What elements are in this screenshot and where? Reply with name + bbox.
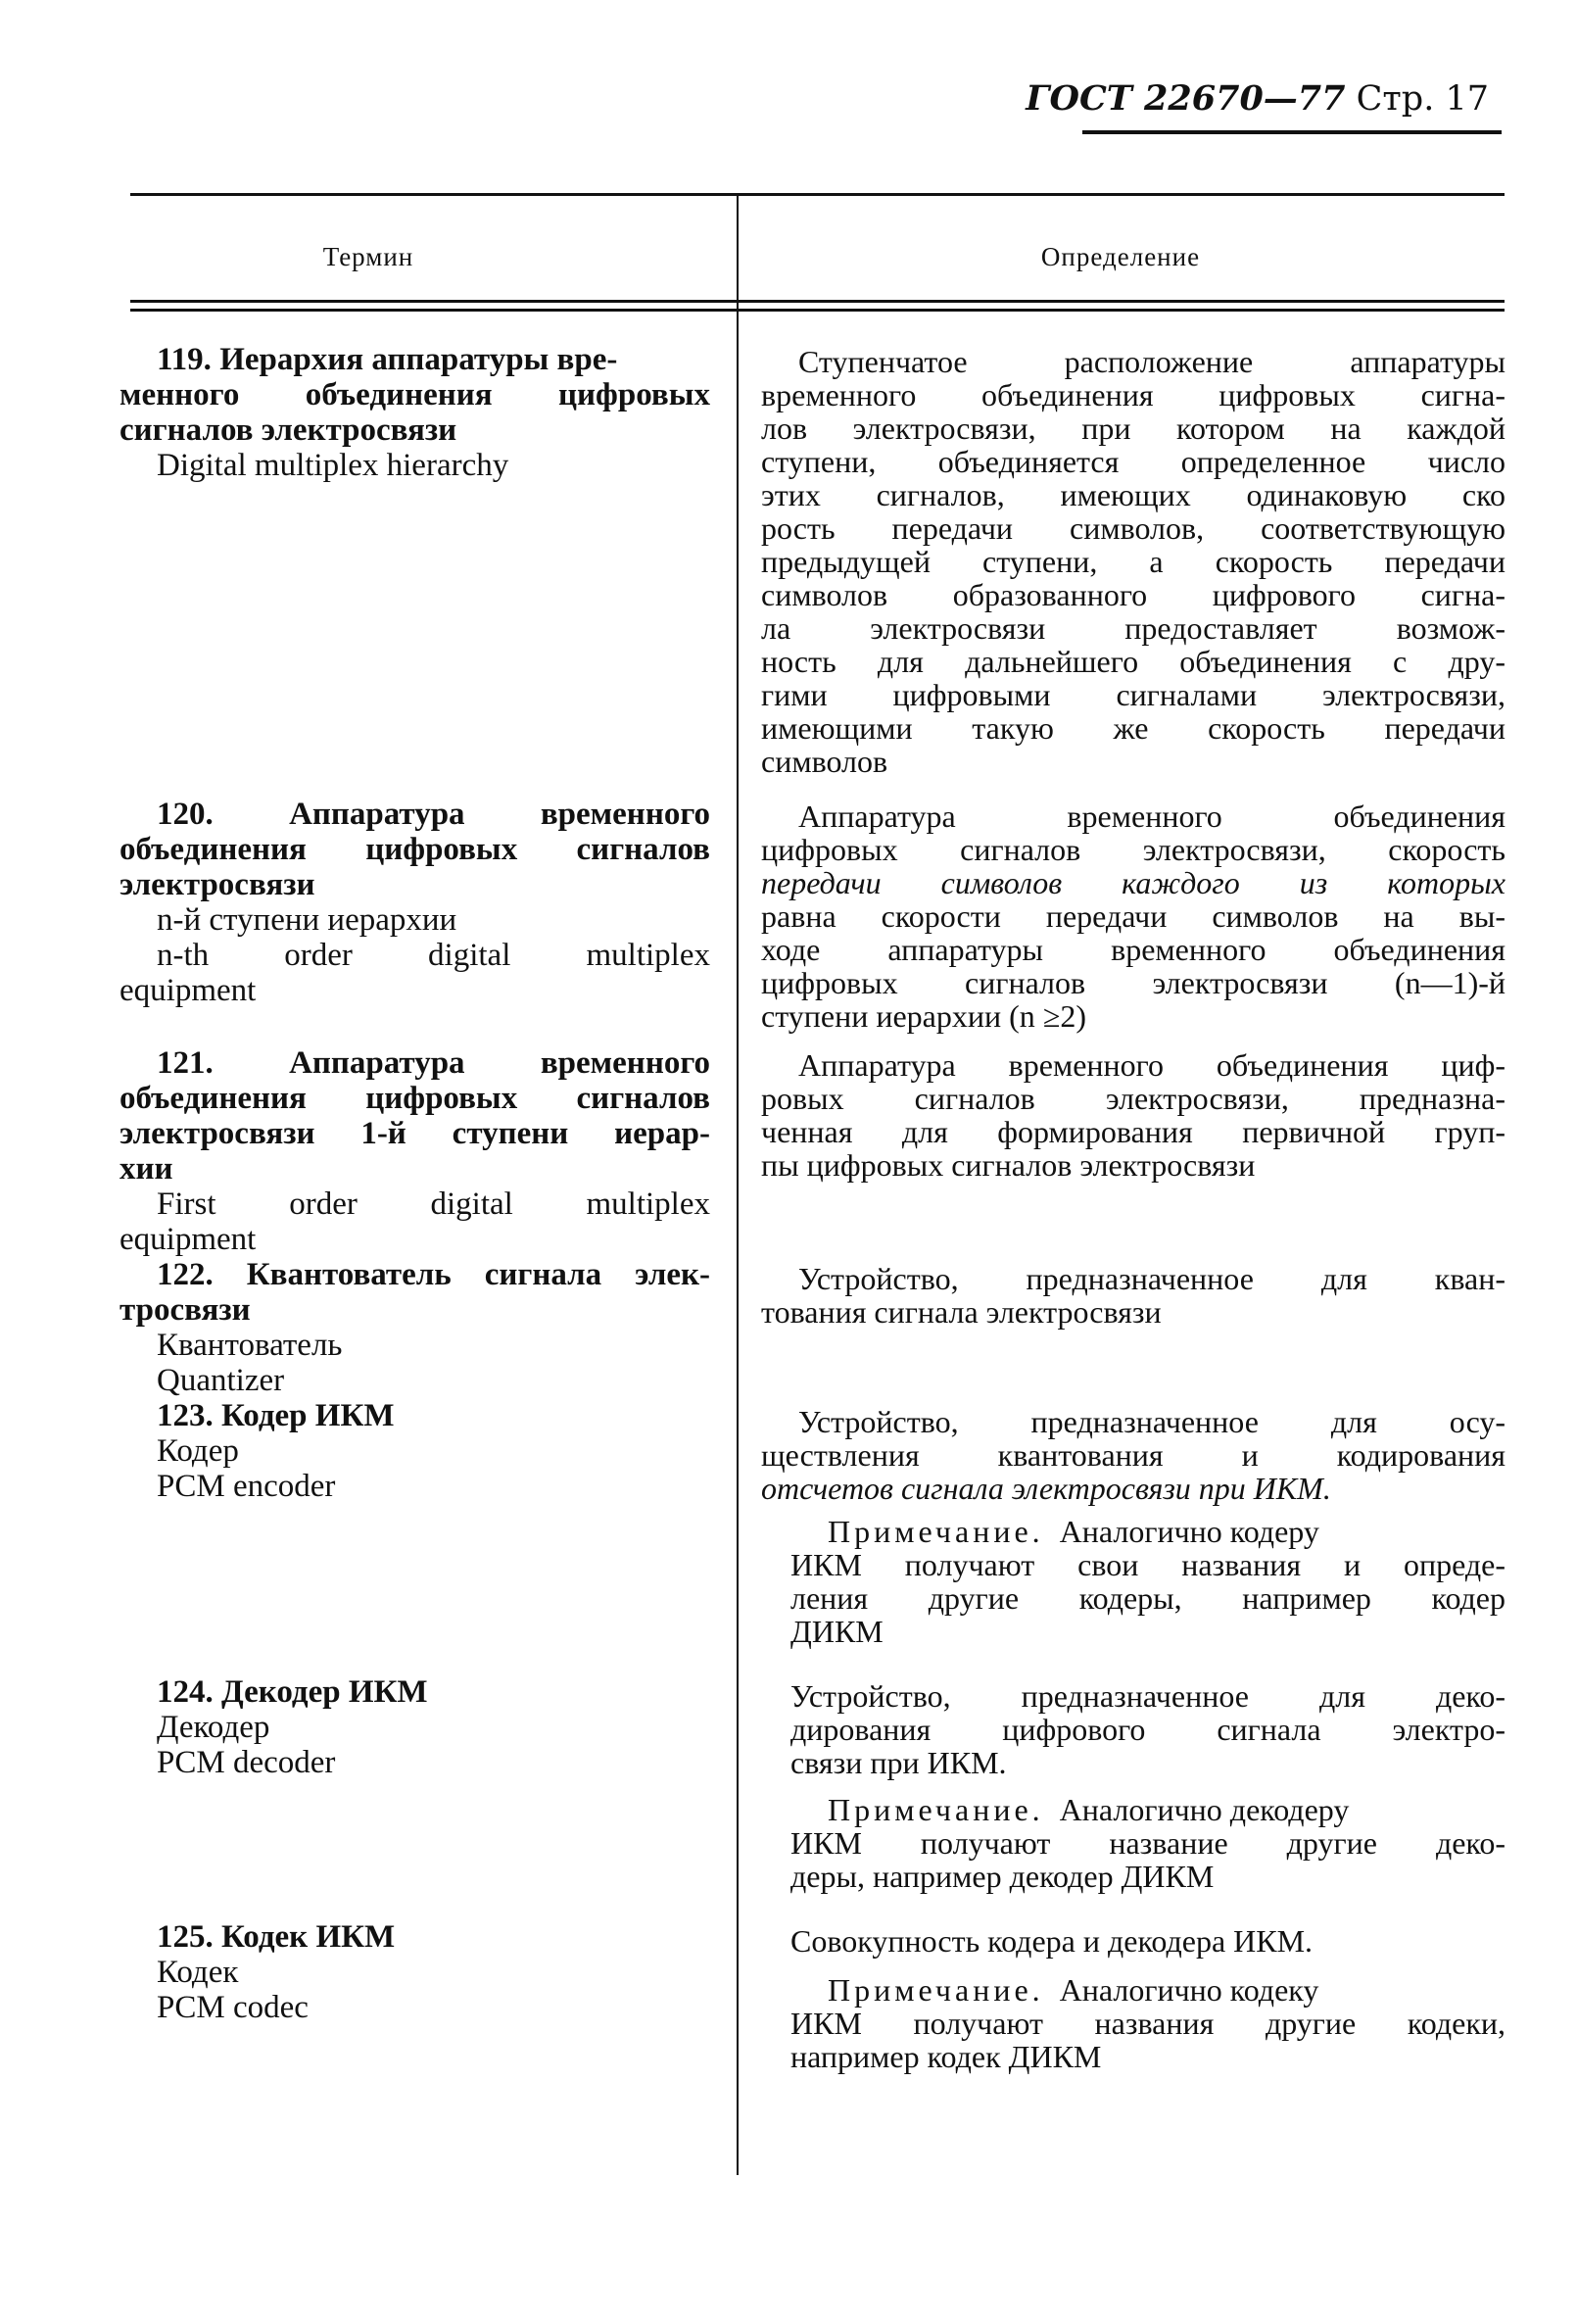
definition-line: Совокупность кодера и декодера ИКМ. <box>790 1923 1314 1959</box>
definition-line: временного объединения цифровых сигна- <box>761 377 1505 412</box>
definition-line: Аппаратура временного объединения <box>798 799 1505 834</box>
note-text <box>828 1973 1318 2007</box>
note-line: Аналогично кодеру <box>1059 1514 1319 1549</box>
term-heading <box>157 1675 428 1709</box>
definition-line: ступени иерархии (n ≥2) <box>761 998 1086 1034</box>
term-heading <box>157 1046 710 1080</box>
definition-line: символов <box>761 744 888 779</box>
definition-line: связи при ИКМ. <box>790 1745 1007 1780</box>
term-name: хии <box>119 1151 173 1186</box>
term-name: электросвязи <box>119 867 315 902</box>
note-line: ИКМ получают название другие деко- <box>790 1825 1505 1861</box>
table-header-rule-2 <box>130 309 1505 312</box>
term-heading <box>157 1920 395 1954</box>
page-header <box>1026 78 1489 119</box>
column-divider <box>737 193 739 2175</box>
definition-line: предыдущей ступени, а скорость передачи <box>761 544 1505 579</box>
definition-line: рость передачи символов, соответствующую <box>761 510 1505 546</box>
definition-line: Устройство, предназначенное для осу- <box>798 1404 1505 1439</box>
table-top-rule <box>130 193 1505 196</box>
definition-line: ченная для формирования первичной груп- <box>761 1114 1505 1149</box>
term-name: объединения цифровых сигналов <box>119 1081 710 1116</box>
short-term: Квантователь <box>157 1328 343 1363</box>
term-number: 122. <box>157 1257 214 1292</box>
definition-line: ществления квантования и кодирования <box>761 1437 1505 1473</box>
note-line: Аналогично кодеку <box>1059 1972 1319 2008</box>
note-line: Аналогично декодеру <box>1059 1792 1350 1827</box>
definition-line: тования сигнала электросвязи <box>761 1294 1162 1330</box>
definition-line: этих сигналов, имеющих одинаковую ско <box>761 477 1505 512</box>
term-name: Кодек ИКМ <box>221 1919 396 1955</box>
note-text <box>828 1515 1319 1548</box>
definition-line: Аппаратура временного объединения циф- <box>798 1047 1505 1083</box>
column-header-definition: Определение <box>1040 242 1201 271</box>
definition-line: передачи символов каждого из которых <box>761 865 1505 900</box>
definition-line: Ступенчатое расположение аппаратуры <box>798 344 1505 379</box>
definition-line: цифровых сигналов электросвязи, скорость <box>761 832 1505 867</box>
definition-line: ла электросвязи предоставляет возмож- <box>761 610 1505 646</box>
english-term: PCM encoder <box>157 1469 336 1504</box>
definition-line: символов образованного цифрового сигна- <box>761 577 1505 612</box>
term-heading <box>157 1399 395 1432</box>
definition-line: Устройство, предназначенное для кван- <box>798 1261 1505 1296</box>
note-label: Примечание. <box>828 1972 1044 2008</box>
definition-line: ность для дальнейшего объединения с дру- <box>761 644 1505 679</box>
note-line: ИКМ получают свои названия и опреде- <box>790 1547 1505 1582</box>
definition-line: лов электросвязи, при котором на каждой <box>761 411 1505 446</box>
note-line: деры, например декодер ДИКМ <box>790 1859 1215 1894</box>
page-number: Стр. 17 <box>1356 79 1489 119</box>
note-label: Примечание. <box>828 1792 1044 1827</box>
short-term: Кодек <box>157 1955 239 1990</box>
definition-line: пы цифровых сигналов электросвязи <box>761 1147 1256 1183</box>
term-name: Аппаратура временного <box>289 797 710 832</box>
term-number: 120. <box>157 797 214 832</box>
term-number: 123. <box>157 1398 214 1433</box>
english-term: n-th order digital multiplex <box>157 938 710 973</box>
term-number: 119. <box>157 342 212 377</box>
english-term: equipment <box>119 1222 257 1257</box>
term-number: 125. <box>157 1919 214 1955</box>
english-term: PCM codec <box>157 1990 309 2025</box>
term-name: электросвязи 1-й ступени иерар- <box>119 1116 710 1151</box>
note-line: ления другие кодеры, например кодер <box>790 1580 1505 1616</box>
term-number: 121. <box>157 1045 214 1081</box>
note-line: ДИКМ <box>790 1614 884 1649</box>
definition-line: ровых сигналов электросвязи, предназна- <box>761 1081 1505 1116</box>
definition-line: Устройство, предназначенное для деко- <box>790 1678 1505 1714</box>
note-line: например кодек ДИКМ <box>790 2039 1102 2074</box>
english-term: Digital multiplex hierarchy <box>157 448 509 483</box>
definition-line: ходе аппаратуры временного объединения <box>761 932 1505 967</box>
definition-line: цифровых сигналов электросвязи (n—1)-й <box>761 965 1505 1000</box>
term-continuation: n-й ступени иерархии <box>157 902 457 938</box>
definition-line: ступени, объединяется определенное число <box>761 444 1505 479</box>
definition-line: равна скорости передачи символов на вы- <box>761 898 1505 934</box>
table-header-rule-1 <box>130 300 1505 303</box>
column-header-terms: Термин <box>322 242 414 271</box>
note-label: Примечание. <box>828 1514 1044 1549</box>
term-name: Кодер ИКМ <box>221 1398 395 1433</box>
note-line: ИКМ получают названия другие кодеки, <box>790 2006 1505 2041</box>
term-name: сигналов электросвязи <box>119 412 457 448</box>
term-name: Иерархия аппаратуры вре- <box>219 342 618 377</box>
definition-line: гими цифровыми сигналами электросвязи, <box>761 677 1505 712</box>
standard-number: ГОСТ 22670—77 <box>1026 78 1346 119</box>
term-heading <box>157 343 710 376</box>
english-term: equipment <box>119 973 257 1008</box>
term-name: Декодер ИКМ <box>221 1674 428 1710</box>
term-name: Аппаратура временного <box>289 1045 710 1081</box>
definition-line: имеющими такую же скорость передачи <box>761 710 1505 746</box>
term-heading <box>157 1258 710 1291</box>
definition-line: дирования цифрового сигнала электро- <box>790 1712 1505 1747</box>
english-term: First order digital multiplex <box>157 1186 710 1222</box>
english-term: Quantizer <box>157 1363 285 1398</box>
term-name: тросвязи <box>119 1292 251 1328</box>
header-rule <box>1082 130 1502 134</box>
term-number: 124. <box>157 1674 214 1710</box>
definition-line: отсчетов сигнала электросвязи при ИКМ. <box>761 1471 1331 1506</box>
term-name: Квантователь сигнала элек- <box>246 1257 710 1292</box>
english-term: PCM decoder <box>157 1745 336 1780</box>
term-name: объединения цифровых сигналов <box>119 832 710 867</box>
term-heading <box>157 798 710 831</box>
term-name: менного объединения цифровых <box>119 377 710 412</box>
note-text <box>828 1793 1349 1826</box>
short-term: Кодер <box>157 1433 239 1469</box>
short-term: Декодер <box>157 1710 270 1745</box>
